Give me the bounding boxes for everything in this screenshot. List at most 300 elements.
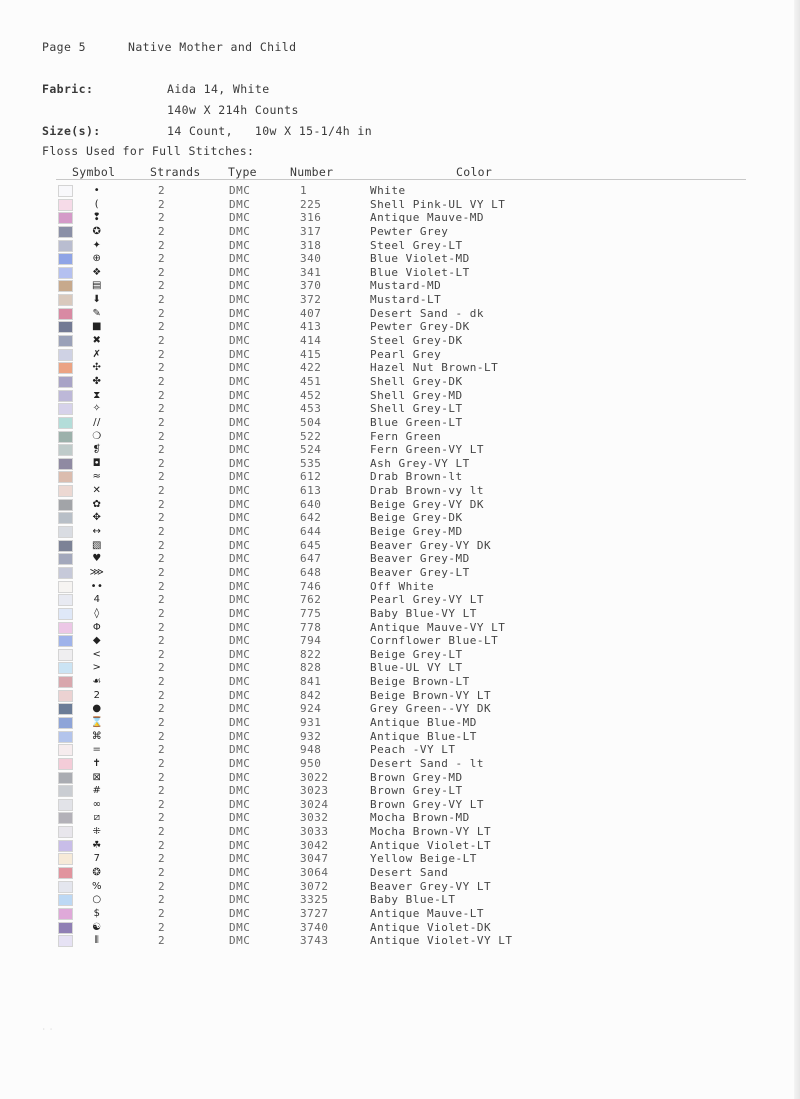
table-row xyxy=(0,443,800,457)
stitch-symbol: ☘ xyxy=(92,839,102,851)
type-cell: DMC xyxy=(229,484,251,498)
type-cell: DMC xyxy=(229,184,251,197)
type-cell: DMC xyxy=(229,634,251,648)
color-swatch xyxy=(58,499,73,511)
type-cell: DMC xyxy=(229,920,251,934)
table-row xyxy=(0,880,800,894)
color-swatch xyxy=(58,867,73,879)
fabric-value: Aida 14, White xyxy=(167,82,270,96)
color-name-cell: Blue Violet-LT xyxy=(370,265,470,279)
table-row xyxy=(0,934,800,948)
color-name-cell: Antique Mauve-MD xyxy=(370,211,484,225)
type-cell: DMC xyxy=(229,388,251,402)
type-cell: DMC xyxy=(229,743,251,757)
color-swatch xyxy=(58,690,73,702)
number-cell: 3064 xyxy=(300,866,329,880)
stitch-symbol: ⊠ xyxy=(92,771,102,783)
color-swatch xyxy=(58,431,73,443)
number-cell: 642 xyxy=(300,511,322,525)
strands-cell: 2 xyxy=(158,320,166,334)
strands-cell: 2 xyxy=(158,606,166,620)
number-cell: 3325 xyxy=(300,893,329,907)
number-cell: 822 xyxy=(300,647,322,661)
stitch-symbol: ❖ xyxy=(92,266,102,278)
color-name-cell: Antique Violet-LT xyxy=(370,838,492,852)
color-swatch xyxy=(58,635,73,647)
stitch-symbol: ✗ xyxy=(92,348,102,360)
stitch-symbol: ■ xyxy=(92,321,102,333)
strands-cell: 2 xyxy=(158,893,166,907)
color-name-cell: Antique Mauve-VY LT xyxy=(370,620,506,634)
stitch-symbol: ↔ xyxy=(92,526,102,538)
color-swatch xyxy=(58,744,73,756)
color-swatch xyxy=(58,717,73,729)
table-row xyxy=(0,307,800,321)
number-cell: 340 xyxy=(300,252,322,266)
type-cell: DMC xyxy=(229,552,251,566)
strands-cell: 2 xyxy=(158,552,166,566)
color-name-cell: Steel Grey-LT xyxy=(370,238,463,252)
number-cell: 3022 xyxy=(300,770,329,784)
color-name-cell: Blue Violet-MD xyxy=(370,252,470,266)
table-row xyxy=(0,784,800,798)
color-swatch xyxy=(58,731,73,743)
type-cell: DMC xyxy=(229,525,251,539)
color-name-cell: Beige Grey-MD xyxy=(370,525,463,539)
table-row xyxy=(0,498,800,512)
number-cell: 3023 xyxy=(300,784,329,798)
table-row xyxy=(0,457,800,471)
stitch-symbol: ✥ xyxy=(92,512,102,524)
column-header-color: Color xyxy=(456,165,493,179)
type-cell: DMC xyxy=(229,879,251,893)
table-row xyxy=(0,593,800,607)
color-name-cell: Mocha Brown-MD xyxy=(370,811,470,825)
strands-cell: 2 xyxy=(158,429,166,443)
number-cell: 370 xyxy=(300,279,322,293)
color-name-cell: Fern Green xyxy=(370,429,442,443)
strands-cell: 2 xyxy=(158,525,166,539)
strands-cell: 2 xyxy=(158,770,166,784)
color-name-cell: Off White xyxy=(370,579,435,593)
color-swatch xyxy=(58,294,73,306)
type-cell: DMC xyxy=(229,893,251,907)
color-name-cell: Brown Grey-MD xyxy=(370,770,463,784)
stitch-symbol: ⧗ xyxy=(93,389,101,401)
number-cell: 647 xyxy=(300,552,322,566)
strands-cell: 2 xyxy=(158,866,166,880)
color-swatch xyxy=(58,321,73,333)
table-row xyxy=(0,320,800,334)
column-header-strands: Strands xyxy=(150,165,201,179)
color-name-cell: Desert Sand xyxy=(370,866,449,880)
color-name-cell: Blue Green-LT xyxy=(370,415,463,429)
color-name-cell: Blue-UL VY LT xyxy=(370,661,463,675)
stitch-symbol: ○ xyxy=(92,894,102,906)
type-cell: DMC xyxy=(229,715,251,729)
color-name-cell: Beige Grey-LT xyxy=(370,647,463,661)
color-name-cell: Mocha Brown-VY LT xyxy=(370,825,492,839)
color-name-cell: Beaver Grey-VY DK xyxy=(370,538,492,552)
color-name-cell: Pewter Grey-DK xyxy=(370,320,470,334)
table-row xyxy=(0,225,800,239)
strands-cell: 2 xyxy=(158,634,166,648)
color-swatch xyxy=(58,485,73,497)
strands-cell: 2 xyxy=(158,538,166,552)
number-cell: 225 xyxy=(300,197,322,211)
table-row xyxy=(0,907,800,921)
stitch-symbol: ✣ xyxy=(92,362,102,374)
type-cell: DMC xyxy=(229,197,251,211)
number-cell: 828 xyxy=(300,661,322,675)
color-swatch xyxy=(58,335,73,347)
strands-cell: 2 xyxy=(158,729,166,743)
color-swatch xyxy=(58,226,73,238)
floss-heading: Floss Used for Full Stitches: xyxy=(42,144,255,158)
color-swatch xyxy=(58,390,73,402)
color-swatch xyxy=(58,458,73,470)
strands-cell: 2 xyxy=(158,306,166,320)
strands-cell: 2 xyxy=(158,906,166,920)
stitch-symbol: // xyxy=(93,416,101,428)
color-swatch xyxy=(58,512,73,524)
type-cell: DMC xyxy=(229,593,251,607)
color-swatch xyxy=(58,894,73,906)
type-cell: DMC xyxy=(229,443,251,457)
type-cell: DMC xyxy=(229,852,251,866)
number-cell: 778 xyxy=(300,620,322,634)
strands-cell: 2 xyxy=(158,238,166,252)
color-name-cell: Beige Grey-DK xyxy=(370,511,463,525)
strands-cell: 2 xyxy=(158,715,166,729)
color-name-cell: Grey Green--VY DK xyxy=(370,702,492,716)
strands-cell: 2 xyxy=(158,374,166,388)
color-name-cell: Fern Green-VY LT xyxy=(370,443,484,457)
type-cell: DMC xyxy=(229,320,251,334)
number-cell: 612 xyxy=(300,470,322,484)
color-name-cell: Pearl Grey xyxy=(370,347,442,361)
strands-cell: 2 xyxy=(158,334,166,348)
type-cell: DMC xyxy=(229,306,251,320)
table-row xyxy=(0,361,800,375)
type-cell: DMC xyxy=(229,238,251,252)
size-label: Size(s): xyxy=(42,124,101,138)
strands-cell: 2 xyxy=(158,497,166,511)
type-cell: DMC xyxy=(229,279,251,293)
color-swatch xyxy=(58,267,73,279)
color-swatch xyxy=(58,581,73,593)
table-row xyxy=(0,402,800,416)
table-row xyxy=(0,580,800,594)
stitch-symbol: 4 xyxy=(93,594,101,606)
color-swatch xyxy=(58,676,73,688)
stitch-symbol: ▧ xyxy=(92,539,102,551)
stitch-symbol: ● xyxy=(92,703,102,715)
stitch-symbol: % xyxy=(91,880,102,892)
number-cell: 422 xyxy=(300,361,322,375)
strands-cell: 2 xyxy=(158,756,166,770)
color-swatch xyxy=(58,649,73,661)
stitch-symbol: • xyxy=(93,185,101,196)
number-cell: 415 xyxy=(300,347,322,361)
floss-table-body xyxy=(0,184,800,948)
number-cell: 407 xyxy=(300,306,322,320)
color-swatch xyxy=(58,567,73,579)
column-header-number: Number xyxy=(290,165,334,179)
stitch-symbol: ✿ xyxy=(92,498,102,510)
strands-cell: 2 xyxy=(158,579,166,593)
number-cell: 341 xyxy=(300,265,322,279)
strands-cell: 2 xyxy=(158,825,166,839)
column-header-symbol: Symbol xyxy=(72,165,116,179)
strands-cell: 2 xyxy=(158,797,166,811)
color-name-cell: Drab Brown-lt xyxy=(370,470,463,484)
color-name-cell: Antique Violet-DK xyxy=(370,920,492,934)
color-name-cell: Cornflower Blue-LT xyxy=(370,634,499,648)
stitch-symbol: ✎ xyxy=(92,307,102,319)
table-row xyxy=(0,661,800,675)
color-name-cell: Brown Grey-LT xyxy=(370,784,463,798)
stitch-symbol: Φ xyxy=(92,621,102,633)
table-row xyxy=(0,743,800,757)
type-cell: DMC xyxy=(229,770,251,784)
color-name-cell: Pearl Grey-VY LT xyxy=(370,593,484,607)
strands-cell: 2 xyxy=(158,565,166,579)
table-row xyxy=(0,184,800,198)
type-cell: DMC xyxy=(229,866,251,880)
color-swatch xyxy=(58,308,73,320)
table-row xyxy=(0,389,800,403)
type-cell: DMC xyxy=(229,538,251,552)
number-cell: 640 xyxy=(300,497,322,511)
stitch-symbol: ◊ xyxy=(94,607,100,619)
table-row xyxy=(0,621,800,635)
color-name-cell: Beige Grey-VY DK xyxy=(370,497,484,511)
stitch-symbol: ☯ xyxy=(92,921,102,933)
number-cell: 931 xyxy=(300,715,322,729)
color-name-cell: Antique Blue-MD xyxy=(370,715,477,729)
strands-cell: 2 xyxy=(158,197,166,211)
color-swatch xyxy=(58,840,73,852)
stitch-symbol: ✤ xyxy=(92,375,102,387)
strands-cell: 2 xyxy=(158,443,166,457)
stitch-symbol: > xyxy=(92,662,102,674)
strands-cell: 2 xyxy=(158,620,166,634)
table-row xyxy=(0,539,800,553)
stitch-symbol: ✕ xyxy=(92,485,102,497)
color-name-cell: Mustard-MD xyxy=(370,279,442,293)
type-cell: DMC xyxy=(229,224,251,238)
strands-cell: 2 xyxy=(158,293,166,307)
size-value: 14 Count, 10w X 15-1/4h in xyxy=(167,124,373,138)
table-row xyxy=(0,279,800,293)
color-name-cell: Yellow Beige-LT xyxy=(370,852,477,866)
color-swatch xyxy=(58,758,73,770)
table-row xyxy=(0,430,800,444)
table-row xyxy=(0,825,800,839)
stitch-symbol: ⊕ xyxy=(92,253,102,265)
table-row xyxy=(0,348,800,362)
table-row xyxy=(0,375,800,389)
strands-cell: 2 xyxy=(158,347,166,361)
type-cell: DMC xyxy=(229,497,251,511)
strands-cell: 2 xyxy=(158,252,166,266)
color-swatch xyxy=(58,253,73,265)
type-cell: DMC xyxy=(229,934,251,948)
table-row xyxy=(0,525,800,539)
table-row xyxy=(0,839,800,853)
type-cell: DMC xyxy=(229,838,251,852)
strands-cell: 2 xyxy=(158,279,166,293)
color-name-cell: Hazel Nut Brown-LT xyxy=(370,361,499,375)
number-cell: 648 xyxy=(300,565,322,579)
color-name-cell: Drab Brown-vy lt xyxy=(370,484,484,498)
strands-cell: 2 xyxy=(158,661,166,675)
color-name-cell: Shell Grey-DK xyxy=(370,374,463,388)
table-row xyxy=(0,198,800,212)
number-cell: 841 xyxy=(300,675,322,689)
color-name-cell: Antique Blue-LT xyxy=(370,729,477,743)
type-cell: DMC xyxy=(229,293,251,307)
table-row xyxy=(0,484,800,498)
color-swatch xyxy=(58,703,73,715)
type-cell: DMC xyxy=(229,797,251,811)
number-cell: 504 xyxy=(300,415,322,429)
type-cell: DMC xyxy=(229,688,251,702)
color-name-cell: Antique Mauve-LT xyxy=(370,906,484,920)
type-cell: DMC xyxy=(229,579,251,593)
type-cell: DMC xyxy=(229,729,251,743)
stitch-symbol: 2 xyxy=(93,689,101,701)
color-swatch xyxy=(58,417,73,429)
type-cell: DMC xyxy=(229,647,251,661)
number-cell: 613 xyxy=(300,484,322,498)
color-swatch xyxy=(58,362,73,374)
strands-cell: 2 xyxy=(158,811,166,825)
table-row xyxy=(0,416,800,430)
color-swatch xyxy=(58,853,73,865)
strands-cell: 2 xyxy=(158,920,166,934)
table-row xyxy=(0,852,800,866)
stitch-symbol: $ xyxy=(93,907,101,919)
type-cell: DMC xyxy=(229,374,251,388)
floss-table-header xyxy=(56,165,746,180)
color-swatch xyxy=(58,471,73,483)
number-cell: 794 xyxy=(300,634,322,648)
number-cell: 3033 xyxy=(300,825,329,839)
color-name-cell: Baby Blue-LT xyxy=(370,893,456,907)
strands-cell: 2 xyxy=(158,402,166,416)
number-cell: 932 xyxy=(300,729,322,743)
strands-cell: 2 xyxy=(158,211,166,225)
table-row xyxy=(0,511,800,525)
color-swatch xyxy=(58,403,73,415)
table-row xyxy=(0,607,800,621)
color-swatch xyxy=(58,553,73,565)
type-cell: DMC xyxy=(229,265,251,279)
fabric-label: Fabric: xyxy=(42,82,94,96)
number-cell: 524 xyxy=(300,443,322,457)
stitch-symbol: ♥ xyxy=(92,553,102,565)
table-row xyxy=(0,702,800,716)
table-row xyxy=(0,470,800,484)
number-cell: 762 xyxy=(300,593,322,607)
stitch-symbol: ☙ xyxy=(92,676,102,688)
fabric-counts: 140w X 214h Counts xyxy=(167,103,299,117)
type-cell: DMC xyxy=(229,334,251,348)
color-swatch xyxy=(58,185,73,197)
strands-cell: 2 xyxy=(158,675,166,689)
stitch-symbol: ( xyxy=(94,198,100,210)
number-cell: 316 xyxy=(300,211,322,225)
number-cell: 413 xyxy=(300,320,322,334)
number-cell: 775 xyxy=(300,606,322,620)
stitch-symbol: ⌛ xyxy=(90,716,104,728)
table-row xyxy=(0,634,800,648)
type-cell: DMC xyxy=(229,784,251,798)
stitch-symbol: ∞ xyxy=(92,798,102,810)
type-cell: DMC xyxy=(229,811,251,825)
color-swatch xyxy=(58,812,73,824)
number-cell: 414 xyxy=(300,334,322,348)
pattern-title: Native Mother and Child xyxy=(128,40,297,54)
type-cell: DMC xyxy=(229,402,251,416)
stitch-symbol: ⋙ xyxy=(89,566,105,578)
table-row xyxy=(0,730,800,744)
color-name-cell: Mustard-LT xyxy=(370,293,442,307)
strands-cell: 2 xyxy=(158,456,166,470)
color-name-cell: Desert Sand - lt xyxy=(370,756,484,770)
stitch-symbol: ⦀ xyxy=(94,935,100,947)
table-row xyxy=(0,893,800,907)
stitch-symbol: ⧄ xyxy=(93,812,101,824)
number-cell: 452 xyxy=(300,388,322,402)
color-swatch xyxy=(58,662,73,674)
type-cell: DMC xyxy=(229,470,251,484)
color-name-cell: Steel Grey-DK xyxy=(370,334,463,348)
color-name-cell: Antique Violet-VY LT xyxy=(370,934,513,948)
color-swatch xyxy=(58,240,73,252)
table-row xyxy=(0,266,800,280)
color-name-cell: White xyxy=(370,184,406,197)
strands-cell: 2 xyxy=(158,388,166,402)
table-row xyxy=(0,811,800,825)
column-header-type: Type xyxy=(228,165,257,179)
color-swatch xyxy=(58,540,73,552)
color-swatch xyxy=(58,772,73,784)
table-row xyxy=(0,566,800,580)
color-name-cell: Beaver Grey-LT xyxy=(370,565,470,579)
page-header xyxy=(42,40,296,54)
type-cell: DMC xyxy=(229,361,251,375)
type-cell: DMC xyxy=(229,620,251,634)
number-cell: 535 xyxy=(300,456,322,470)
color-name-cell: Beige Brown-LT xyxy=(370,675,470,689)
stitch-symbol: 7 xyxy=(93,853,101,865)
color-swatch xyxy=(58,280,73,292)
number-cell: 3042 xyxy=(300,838,329,852)
stitch-symbol: ≈ xyxy=(92,471,102,483)
table-row xyxy=(0,293,800,307)
scan-mark: · · xyxy=(42,1026,53,1033)
strands-cell: 2 xyxy=(158,784,166,798)
stitch-symbol: = xyxy=(92,744,102,756)
type-cell: DMC xyxy=(229,347,251,361)
stitch-symbol: < xyxy=(92,648,102,660)
strands-cell: 2 xyxy=(158,743,166,757)
color-swatch xyxy=(58,799,73,811)
color-name-cell: Pewter Grey xyxy=(370,224,449,238)
